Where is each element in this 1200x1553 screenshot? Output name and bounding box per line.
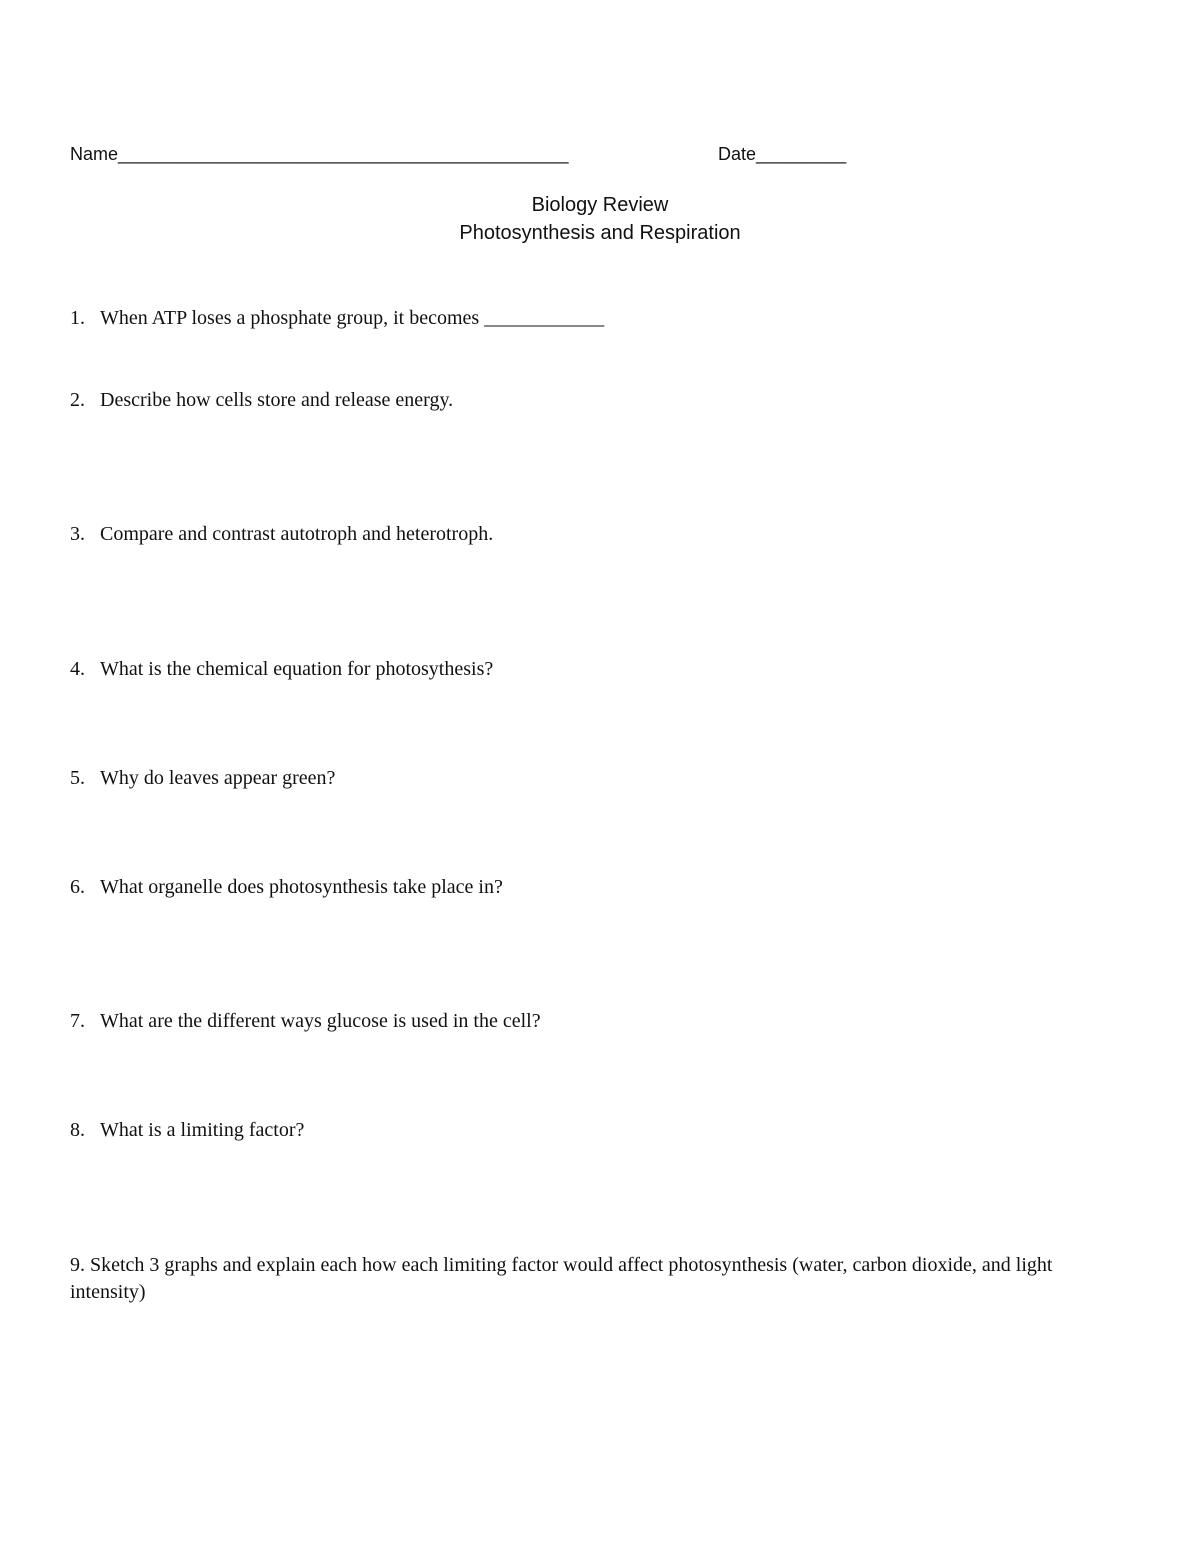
question-number: 6. (70, 876, 85, 898)
question-text: What is the chemical equation for photosythesis? (100, 658, 494, 680)
question-number: 1. (70, 307, 85, 329)
question-text: Sketch 3 graphs and explain each how each limiting factor would affect photosynthesis (water, carbon dioxide, and light intensity) (70, 1254, 1053, 1303)
question-text: Why do leaves appear green? (100, 767, 336, 789)
question-8 (70, 1116, 304, 1144)
worksheet-title: Biology Review (531, 194, 669, 216)
question-6 (70, 873, 503, 901)
question-7 (70, 1007, 541, 1035)
question-5 (70, 764, 335, 792)
question-number: 8. (70, 1119, 85, 1141)
question-3 (70, 520, 493, 548)
question-number: 2. (70, 389, 85, 411)
question-2 (70, 386, 453, 414)
date-field: Date_________ (718, 144, 847, 164)
question-text: What are the different ways glucose is used in the cell? (100, 1010, 541, 1032)
question-4 (70, 655, 493, 683)
question-text: Compare and contrast autotroph and heterotroph. (100, 523, 494, 545)
question-number: 9. (70, 1254, 85, 1276)
question-text: Describe how cells store and release energy. (100, 389, 454, 411)
question-text: What is a limiting factor? (100, 1119, 305, 1141)
question-number: 4. (70, 658, 85, 680)
name-field: Name_____________________________________________ (70, 144, 569, 164)
question-1 (70, 304, 604, 332)
worksheet-subtitle: Photosynthesis and Respiration (459, 222, 741, 244)
question-number: 7. (70, 1010, 85, 1032)
question-text: When ATP loses a phosphate group, it becomes ____________ (100, 307, 605, 329)
question-text: What organelle does photosynthesis take place in? (100, 876, 503, 898)
question-number: 3. (70, 523, 85, 545)
question-9 (70, 1252, 1090, 1306)
question-number: 5. (70, 767, 85, 789)
